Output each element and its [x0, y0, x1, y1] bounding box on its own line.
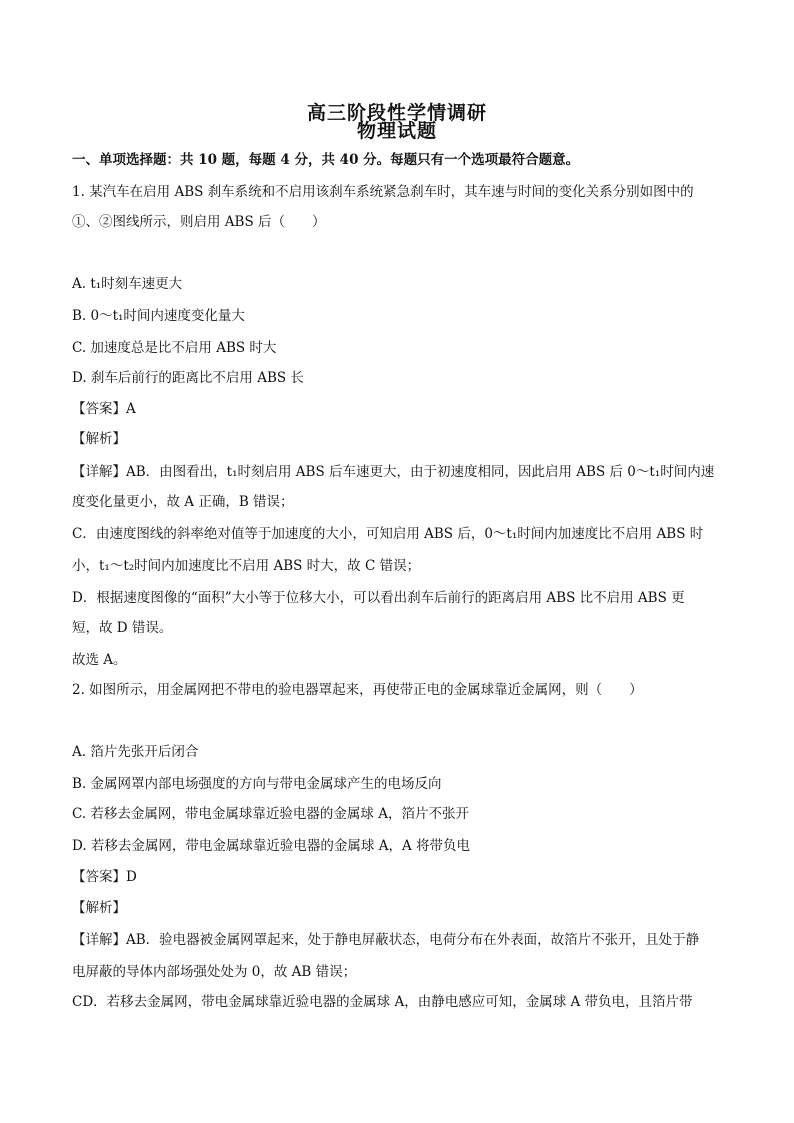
- q2-option-b: B. 金属网罩内部电场强度的方向与带电金属球产生的电场反向: [72, 776, 442, 792]
- q2-answer: 【答案】D: [72, 869, 137, 885]
- q1-conclusion: 故选 A。: [72, 652, 127, 668]
- page-subtitle-text: 物理试题: [356, 120, 437, 142]
- page-title: 高三阶段性学情调研: [306, 102, 487, 124]
- q2-detail-line3: CD．若移去金属网，带电金属球靠近验电器的金属球 A，由静电感应可知，金属球 A 带负电，且箔片带: [72, 994, 693, 1010]
- q2-option-a: A. 箔片先张开后闭合: [72, 744, 199, 760]
- q2-analysis-label: 【解析】: [72, 900, 126, 916]
- q1-option-d: D. 刹车后前行的距离比不启用 ABS 长: [72, 370, 304, 386]
- q2-option-d: D. 若移去金属网，带电金属球靠近验电器的金属球 A，A 将带负电: [72, 838, 471, 854]
- q2-option-c: C. 若移去金属网，带电金属球靠近验电器的金属球 A，箔片不张开: [72, 806, 469, 822]
- q1-analysis-label: 【解析】: [72, 431, 126, 447]
- q1-detail-line5: D．根据速度图像的“面积”大小等于位移大小，可以看出刹车后前行的距离启用 ABS 比不启用 ABS 更: [72, 590, 685, 606]
- q1-detail-line1: 【详解】AB．由图看出，t₁时刻启用 ABS 后车速更大，由于初速度相同，因此启用 ABS 后 0～t₁时间内速: [72, 464, 715, 480]
- q1-detail-line3: C．由速度图线的斜率绝对值等于加速度的大小，可知启用 ABS 后，0～t₁时间内加速度比不启用 ABS 时: [72, 526, 704, 542]
- q1-answer: 【答案】A: [72, 401, 136, 417]
- q1-detail-line6: 短，故 D 错误。: [72, 620, 173, 636]
- q1-option-b: B. 0～t₁时间内速度变化量大: [72, 308, 245, 324]
- q2-detail-line2: 电屏蔽的导体内部场强处处为 0，故 AB 错误；: [72, 964, 357, 980]
- q2-detail-line1: 【详解】AB．验电器被金属网罩起来，处于静电屏蔽状态，电荷分布在外表面，故箔片不张开，且处于静: [72, 932, 700, 948]
- q1-detail-line4: 小，t₁～t₂时间内加速度比不启用 ABS 时大，故 C 错误；: [72, 558, 421, 574]
- q1-option-a: A. t₁时刻车速更大: [72, 276, 183, 292]
- page-subtitle: [0, 116, 794, 143]
- q1-detail-line2: 度变化量更小，故 A 正确，B 错误；: [72, 494, 294, 510]
- q2-stem-line1: 2. 如图所示，用金属网把不带电的验电器罩起来，再使带正电的金属球靠近金属网，则（ ）: [72, 682, 643, 698]
- q1-stem-line1: 1. 某汽车在启用 ABS 刹车系统和不启用该刹车系统紧急刹车时，其车速与时间的变化关系分别如图中的: [72, 184, 694, 200]
- section-header: 一、单项选择题：共 10 题，每题 4 分，共 40 分。每题只有一个选项最符合题意。: [72, 152, 580, 168]
- q1-option-c: C. 加速度总是比不启用 ABS 时大: [72, 340, 277, 356]
- q1-stem-line2: ①、②图线所示，则启用 ABS 后（ ）: [72, 214, 326, 230]
